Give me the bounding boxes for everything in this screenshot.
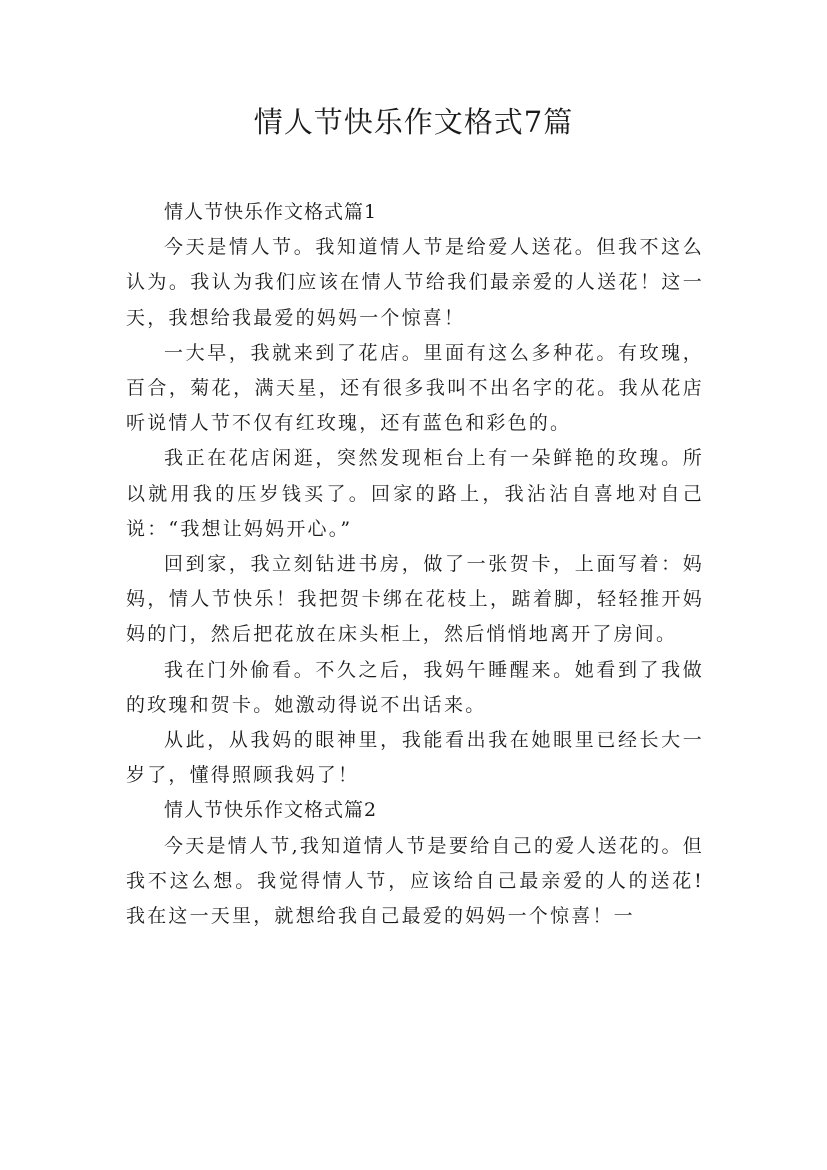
document-body <box>126 195 704 934</box>
paragraph: 一大早，我就来到了花店。里面有这么多种花。有玫瑰，百合，菊花，满天星，还有很多我叫不出名字的花。我从花店听说情人节不仅有红玫瑰，还有蓝色和彩色的。 <box>126 341 704 435</box>
paragraph: 我在门外偷看。不久之后，我妈午睡醒来。她看到了我做的玫瑰和贺卡。她激动得说不出话来。 <box>126 658 704 716</box>
paragraph: 今天是情人节,我知道情人节是要给自己的爱人送花的。但我不这么想。我觉得情人节，应该给自己最亲爱的人的送花!我在这一天里，就想给我自己最爱的妈妈一个惊喜！一 <box>126 834 704 928</box>
paragraph: 今天是情人节。我知道情人节是给爱人送花。但我不这么认为。我认为我们应该在情人节给我们最亲爱的人送花！这一天，我想给我最爱的妈妈一个惊喜！ <box>126 236 704 329</box>
paragraph: 从此，从我妈的眼神里，我能看出我在她眼里已经长大一岁了，懂得照顾我妈了！ <box>126 729 704 787</box>
paragraph: 回到家，我立刻钻进书房，做了一张贺卡，上面写着：妈妈，情人节快乐！我把贺卡绑在花枝上，踮着脚，轻轻推开妈妈的门，然后把花放在床头柜上，然后悄悄地离开了房间。 <box>126 553 704 646</box>
section-heading: 情人节快乐作文格式篇2 <box>164 799 378 822</box>
paragraph: 我正在花店闲逛，突然发现柜台上有一朵鲜艳的玫瑰。所以就用我的压岁钱买了。回家的路上，我沾沾自喜地对自己说：“我想让妈妈开心。” <box>126 447 704 540</box>
section-heading: 情人节快乐作文格式篇1 <box>164 201 378 223</box>
document-title: 情人节快乐作文格式7篇 <box>253 105 574 139</box>
